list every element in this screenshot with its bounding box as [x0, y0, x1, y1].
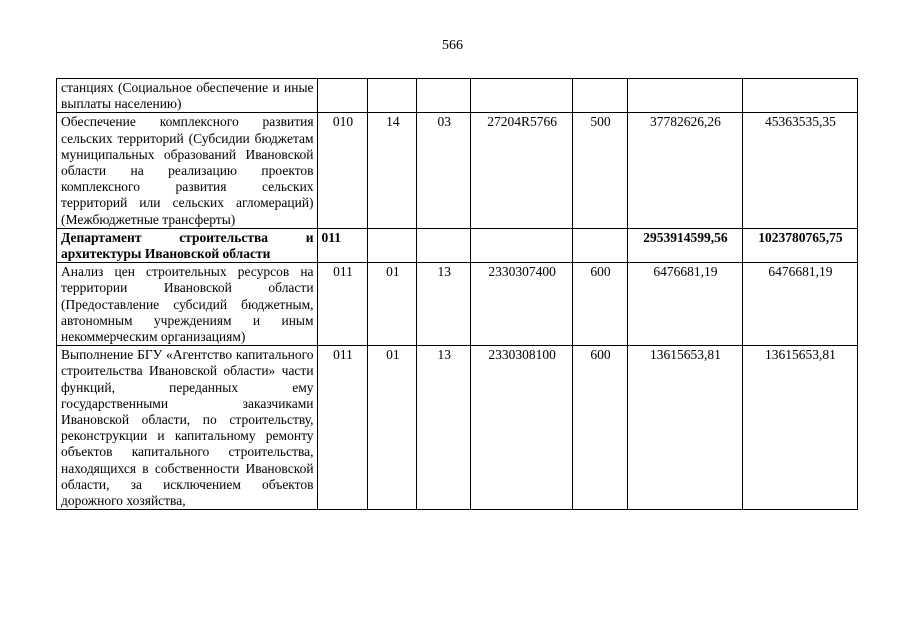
row-sum-2: 1023780765,75: [742, 228, 857, 262]
row-sum-2: [742, 79, 857, 113]
row-gr: 011: [317, 346, 368, 510]
page-number: 566: [442, 38, 463, 53]
row-pr: 13: [417, 346, 471, 510]
row-vr: [572, 228, 627, 262]
row-sum-2: 6476681,19: [742, 263, 857, 346]
row-rz: [368, 79, 417, 113]
row-pr: 13: [417, 263, 471, 346]
table-row: [57, 113, 858, 228]
row-vr: 600: [572, 263, 627, 346]
table-row: [57, 79, 858, 113]
table-row: [57, 263, 858, 346]
row-sum-1: 6476681,19: [627, 263, 742, 346]
row-vr: [572, 79, 627, 113]
row-csr: [471, 228, 573, 262]
row-name: Выполнение БГУ «Агентство капитального строительства Ивановской области» части функций, переданных ему государственными заказчиками Ивановской области, по строительству, реконструкции и капитальному ремонту объектов капитального строительства, находящихся в собственности Ивановской области, за исключением объектов дорожного хозяйства,: [57, 346, 318, 510]
row-name: Анализ цен строительных ресурсов на территории Ивановской области (Предоставление субсидий бюджетным, автономным учреждениям и иным некоммерческим организациям): [57, 263, 318, 346]
row-gr: [317, 79, 368, 113]
row-rz: 01: [368, 263, 417, 346]
row-name: Департамент строительства и архитектуры Ивановской области: [57, 228, 318, 262]
row-name: Обеспечение комплексного развития сельских территорий (Субсидии бюджетам муниципальных образований Ивановской области на реализацию проектов комплексного развития сельских территорий или сельских агломераций) (Межбюджетные трансферты): [57, 113, 318, 228]
row-vr: 600: [572, 346, 627, 510]
row-sum-1: 13615653,81: [627, 346, 742, 510]
row-csr: 2330308100: [471, 346, 573, 510]
row-gr: 011: [317, 263, 368, 346]
row-name: станциях (Социальное обеспечение и иные выплаты населению): [57, 79, 318, 113]
row-csr: 27204R5766: [471, 113, 573, 228]
row-rz: [368, 228, 417, 262]
row-sum-1: 37782626,26: [627, 113, 742, 228]
row-pr: 03: [417, 113, 471, 228]
row-sum-1: 2953914599,56: [627, 228, 742, 262]
row-csr: 2330307400: [471, 263, 573, 346]
table-row-department: [57, 228, 858, 262]
budget-table: [56, 78, 858, 510]
row-rz: 01: [368, 346, 417, 510]
row-sum-1: [627, 79, 742, 113]
row-sum-2: 13615653,81: [742, 346, 857, 510]
row-gr: 011: [317, 228, 368, 262]
table-row: [57, 346, 858, 510]
row-sum-2: 45363535,35: [742, 113, 857, 228]
row-rz: 14: [368, 113, 417, 228]
row-vr: 500: [572, 113, 627, 228]
row-pr: [417, 228, 471, 262]
row-pr: [417, 79, 471, 113]
row-gr: 010: [317, 113, 368, 228]
row-csr: [471, 79, 573, 113]
